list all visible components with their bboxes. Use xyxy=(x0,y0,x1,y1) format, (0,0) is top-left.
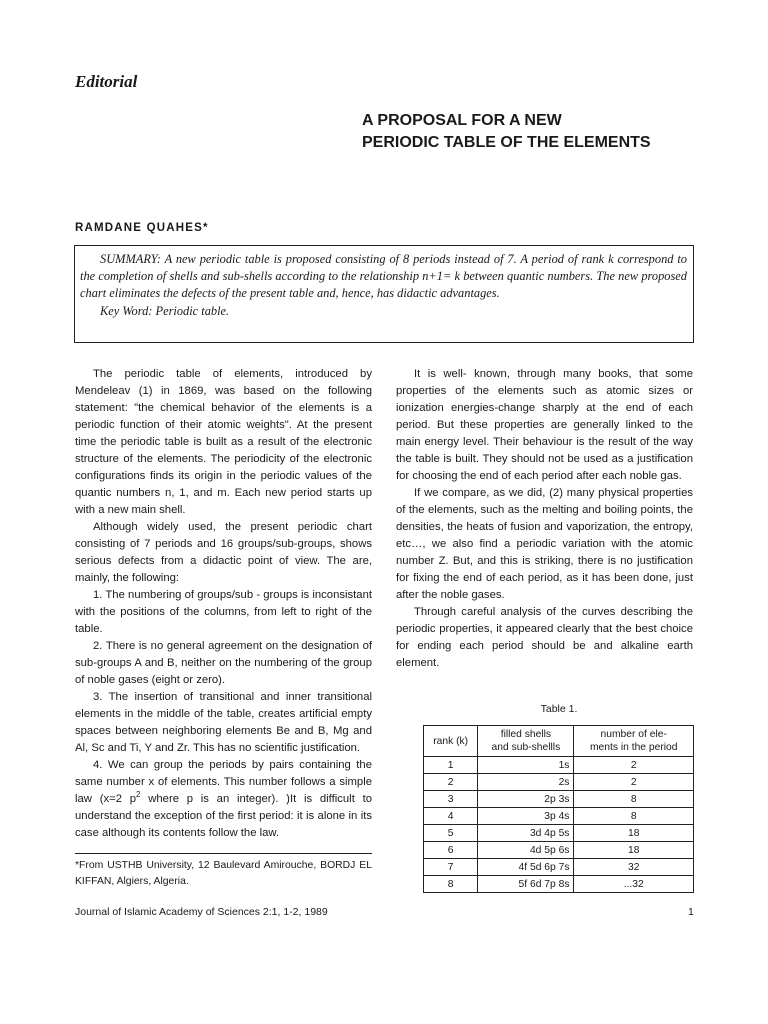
cell-shells: 2s xyxy=(478,774,574,791)
table-row xyxy=(424,859,694,876)
paragraph: Through careful analysis of the curves describing the periodic properties, it appeared clearly that the best choice for ending each period should be and alkaline earth element. xyxy=(396,606,693,669)
page-number: 1 xyxy=(688,906,694,918)
author-name: RAMDANE QUAHES* xyxy=(75,222,209,234)
paragraph: Although widely used, the present periodic chart consisting of 7 periods and 16 groups/sub-groups, shows serious defects from a didactic point of view. The are, mainly, the following: xyxy=(75,521,372,584)
footnote: *From USTHB University, 12 Baulevard Amirouche, BORDJ EL KIFFAN, Algiers, Algeria. xyxy=(75,860,372,887)
list-item xyxy=(75,757,372,842)
cell-shells: 1s xyxy=(478,757,574,774)
cell-shells: 4f 5d 6p 7s xyxy=(478,859,574,876)
cell-rank: 2 xyxy=(424,774,478,791)
text-run: where p is an integer). )It is difficult to understand the exception of the first period: it is alone in its case although its contents follow the law. xyxy=(75,793,372,839)
table-row xyxy=(424,757,694,774)
list-item: 2. There is no general agreement on the designation of sub-groups A and B, neither on the numbering of the group of noble gases (eight or zero). xyxy=(75,640,372,686)
table-row xyxy=(424,808,694,825)
section-label: Editorial xyxy=(75,72,138,91)
table-row xyxy=(424,774,694,791)
cell-count: 18 xyxy=(574,825,694,842)
cell-rank: 6 xyxy=(424,842,478,859)
header-text: number of ele- xyxy=(600,729,667,740)
paragraph: It is well- known, through many books, that some properties of the elements such as atomic sizes or ionization energies-change sharply at the end of each period. But these properties are generally linked to the main energy level. Their behaviour is the result of the way the table is built. They should not be used as a justification for choosing the end of each period after each noble gas. xyxy=(396,368,693,482)
superscript: 2 xyxy=(136,790,141,800)
cell-count: 8 xyxy=(574,808,694,825)
summary-box xyxy=(74,245,694,343)
cell-rank: 5 xyxy=(424,825,478,842)
table-row xyxy=(424,825,694,842)
keywords: Key Word: Periodic table. xyxy=(100,303,230,318)
table-caption: Table 1. xyxy=(540,703,578,715)
cell-rank: 4 xyxy=(424,808,478,825)
article-title xyxy=(362,110,722,154)
right-column xyxy=(396,366,693,672)
title-line-1: A PROPOSAL FOR A NEW xyxy=(362,112,562,129)
cell-shells: 3d 4p 5s xyxy=(478,825,574,842)
cell-shells: 5f 6d 7p 8s xyxy=(478,876,574,893)
list-item: 3. The insertion of transitional and inner transitional elements in the middle of the table, creates artificial empty spaces between neighboring elements Be and B, Mg and Al, Sc and Ti, Y and Zr. This has no scientific justification. xyxy=(75,691,372,754)
cell-rank: 1 xyxy=(424,757,478,774)
cell-count: 8 xyxy=(574,791,694,808)
table-header-row xyxy=(424,726,694,757)
table-row xyxy=(424,842,694,859)
periods-table xyxy=(423,725,694,893)
header-text: and sub-shellls xyxy=(491,742,561,753)
cell-shells: 2p 3s xyxy=(478,791,574,808)
cell-count: 18 xyxy=(574,842,694,859)
cell-count: ...32 xyxy=(574,876,694,893)
header-text: filled shells xyxy=(500,729,552,740)
header-count xyxy=(574,726,694,757)
text-run: 4. We can group the periods by pairs containing the same number x of elements. This number follows a simple law (x=2 p xyxy=(75,759,372,805)
cell-count: 32 xyxy=(574,859,694,876)
paragraph: The periodic table of elements, introduced by Mendeleav (1) in 1869, was based on the following statement: "the chemical behavior of the elements is a periodic function of their atomic weights". At the present time the periodic table is built as a result of the electronic structure of the elements. The periodicity of the electronic configurations finds its origin in the periodic values of the quantic numbers n, 1, and m. Each new period starts up with a new main shell. xyxy=(75,368,372,516)
cell-count: 2 xyxy=(574,757,694,774)
table-row xyxy=(424,791,694,808)
header-shells xyxy=(478,726,574,757)
cell-rank: 3 xyxy=(424,791,478,808)
header-rank: rank (k) xyxy=(424,726,478,757)
cell-count: 2 xyxy=(574,774,694,791)
summary-text: SUMMARY: A new periodic table is proposed consisting of 8 periods instead of 7. A period of rank k correspond to the completion of shells and sub-shells according to the relationship n+1= k between quantic numbers. The new proposed chart eliminates the defects of the present table and, hence, has didactic advantages. xyxy=(80,252,687,301)
cell-shells: 4d 5p 6s xyxy=(478,842,574,859)
journal-citation: Journal of Islamic Academy of Sciences 2:1, 1-2, 1989 xyxy=(75,906,328,918)
header-text: ments in the period xyxy=(589,742,678,753)
list-item: 1. The numbering of groups/sub - groups is inconsistant with the positions of the columns, from left to right of the table. xyxy=(75,589,372,635)
title-line-2: PERIODIC TABLE OF THE ELEMENTS xyxy=(362,134,651,151)
cell-rank: 7 xyxy=(424,859,478,876)
cell-rank: 8 xyxy=(424,876,478,893)
footnote-divider xyxy=(75,853,372,854)
cell-shells: 3p 4s xyxy=(478,808,574,825)
paragraph: If we compare, as we did, (2) many physical properties of the elements, such as the melting and boiling points, the densities, the heats of fusion and vaporization, the entropy, etc…, we also find a periodic variation with the atomic number Z. But, and this is striking, there is no justification for fixing the end of each period, as it has been done, just after the noble gases. xyxy=(396,487,693,601)
left-column xyxy=(75,366,372,842)
table-row xyxy=(424,876,694,893)
